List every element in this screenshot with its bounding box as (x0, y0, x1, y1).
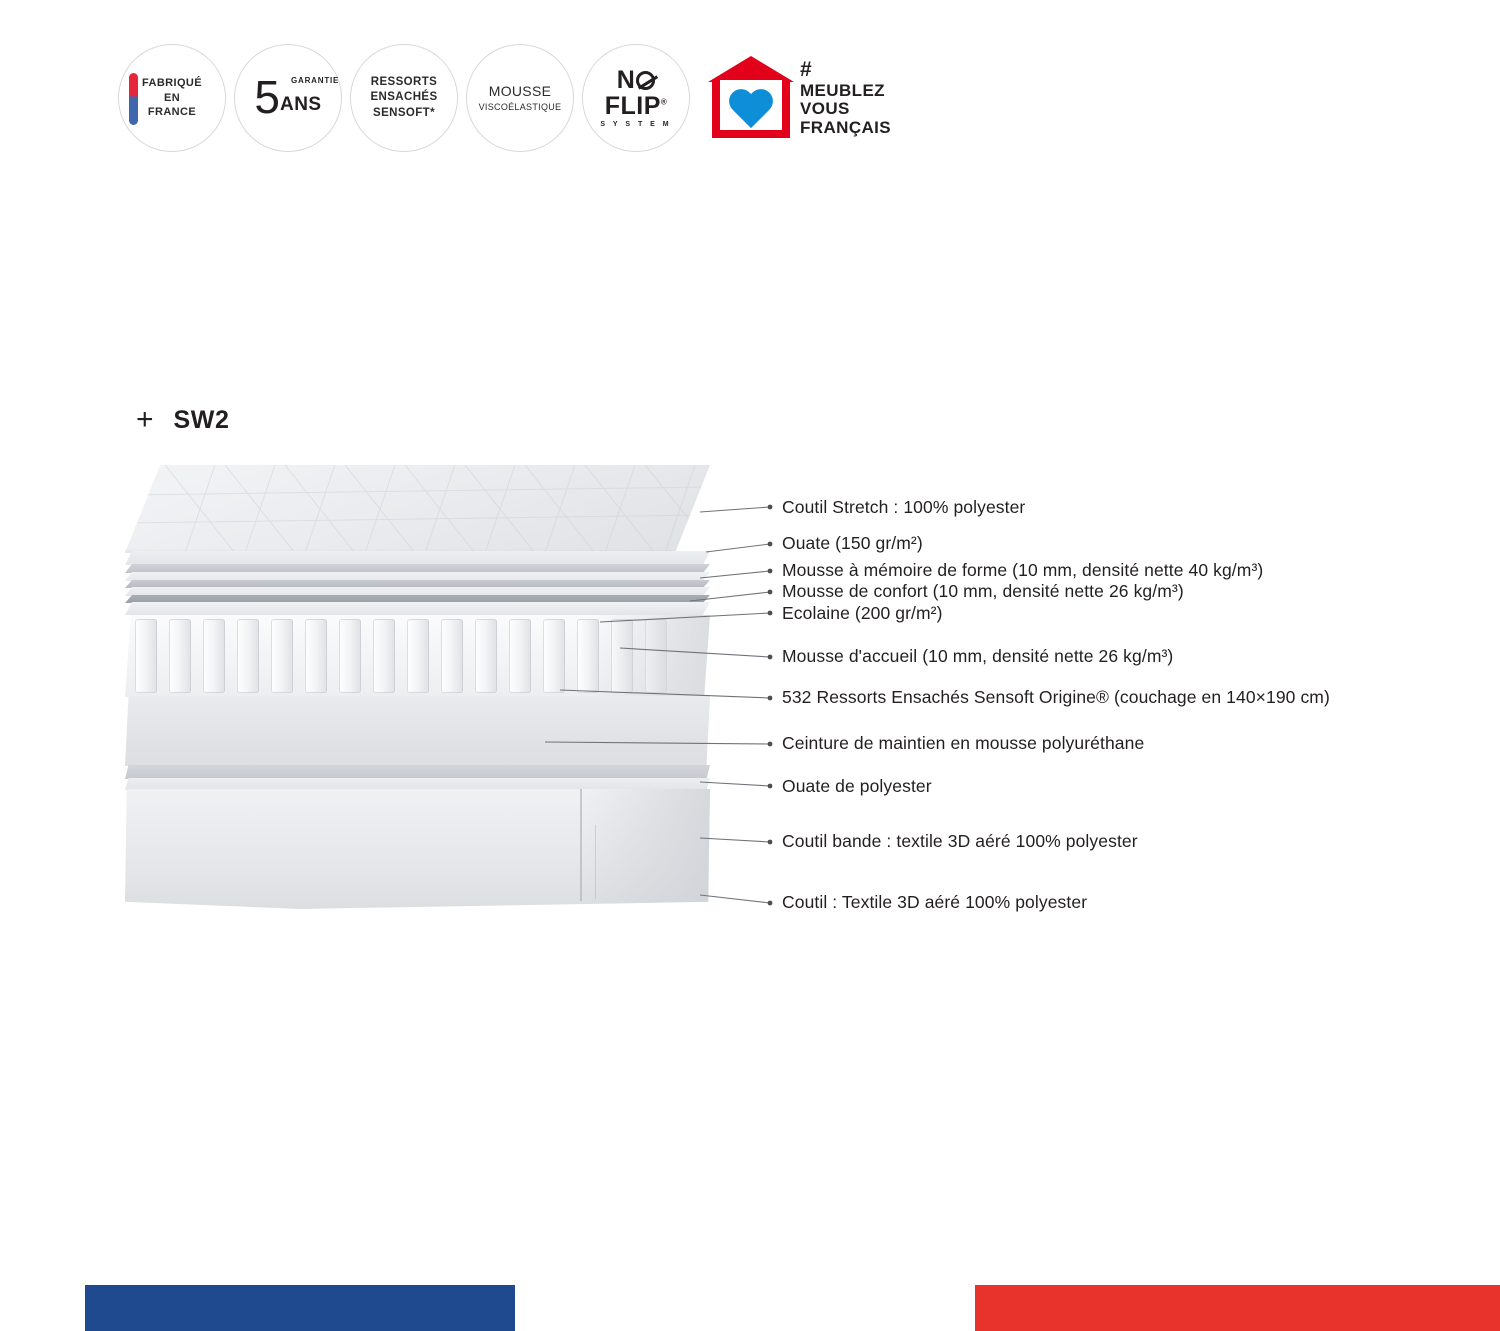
meublez-line-3: FRANÇAIS (800, 117, 892, 137)
badge-letter-n: N (616, 65, 636, 94)
callout-ecolaine: Ecolaine (200 gr/m²) (782, 603, 943, 623)
callout-ouate-150: Ouate (150 gr/m²) (782, 533, 923, 553)
badge-line-2: ENSACHÉS (370, 91, 438, 104)
meublez-line-1: MEUBLEZ (800, 80, 885, 100)
badge-line-1: FABRIQUÉ (141, 76, 203, 89)
badge-system-word: S Y S T E M (600, 121, 672, 129)
callout-ressorts: 532 Ressorts Ensachés Sensoft Origine® (couchage en 140×190 cm) (782, 687, 1330, 707)
callout-mousse-accueil: Mousse d'accueil (10 mm, densité nette 26 kg/m³) (782, 646, 1174, 666)
page-title: SW2 (173, 405, 230, 434)
badge-line-1: RESSORTS (370, 75, 438, 88)
callout-coutil-stretch: Coutil Stretch : 100% polyester (782, 497, 1026, 517)
callout-coutil-bande: Coutil bande : textile 3D aéré 100% polyester (782, 831, 1138, 851)
badge-line-3: SENSOFT* (373, 106, 435, 119)
badge-line-2: VISCOÉLASTIQUE (478, 102, 562, 113)
footer-bar-right (975, 1285, 1500, 1331)
meublez-line-2: VOUS (800, 99, 850, 119)
registered-mark: ® (660, 97, 668, 107)
callout-coutil-textile: Coutil : Textile 3D aéré 100% polyester (782, 892, 1088, 912)
hashtag-icon: # (800, 58, 812, 82)
badge-garantie-number: 5 (254, 71, 279, 124)
badge-garantie-unit: ANS (279, 93, 322, 115)
badge-line-3: FRANCE (147, 106, 197, 119)
badge-line-1: MOUSSE (488, 83, 552, 100)
badge-line-2: EN (163, 91, 181, 104)
callout-ouate-polyester: Ouate de polyester (782, 776, 932, 796)
callout-mousse-confort: Mousse de confort (10 mm, densité nette 26 kg/m³) (782, 581, 1184, 601)
badge-flip-word: FLIP® (604, 91, 668, 120)
footer-bar-left (85, 1285, 515, 1331)
plus-icon: + (136, 403, 154, 436)
callout-mousse-memoire: Mousse à mémoire de forme (10 mm, densité nette 40 kg/m³) (782, 560, 1264, 580)
badge-garantie-word: GARANTIE (291, 76, 340, 85)
callout-ceinture: Ceinture de maintien en mousse polyuréthane (782, 733, 1145, 753)
